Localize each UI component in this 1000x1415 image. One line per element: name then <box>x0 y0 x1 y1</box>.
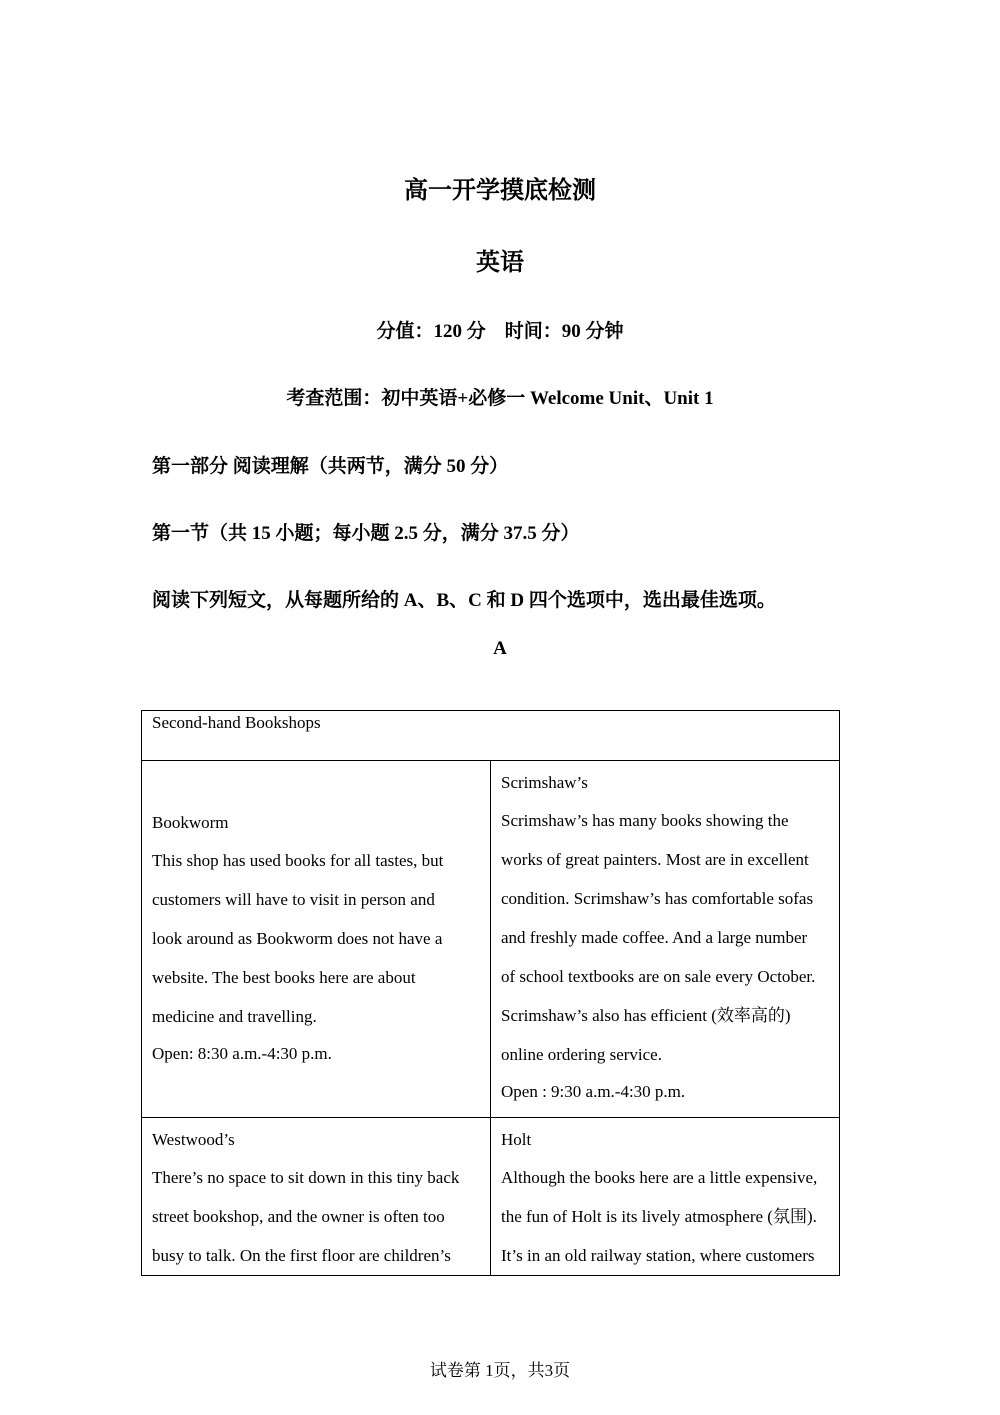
bookshop-description <box>501 801 829 1074</box>
description-line: busy to talk. On the first floor are children’s <box>152 1246 451 1265</box>
description-line: and freshly made coffee. And a large number <box>501 928 808 947</box>
holt-cell <box>491 1118 840 1276</box>
description-line: online ordering service. <box>501 1045 662 1064</box>
part-heading: 第一部分 阅读理解（共两节，满分 50 分） <box>152 456 509 477</box>
table-row <box>142 1118 840 1276</box>
bookshop-name: Holt <box>501 1130 532 1149</box>
description-line: It’s in an old railway station, where customers <box>501 1246 815 1265</box>
description-line: street bookshop, and the owner is often too <box>152 1207 445 1226</box>
subject-title: 英语 <box>476 248 524 276</box>
description-line: medicine and travelling. <box>152 1007 317 1026</box>
description-line: customers will have to visit in person and <box>152 890 435 909</box>
description-line: Although the books here are a little expensive, <box>501 1168 818 1187</box>
bookshop-description <box>501 1158 829 1275</box>
section-heading: 第一节（共 15 小题；每小题 2.5 分，满分 37.5 分） <box>152 523 580 544</box>
westwood-cell <box>142 1118 491 1276</box>
bookshop-name: Bookworm <box>152 813 229 832</box>
score-time-line: 分值：120 分 时间：90 分钟 <box>376 321 624 342</box>
reading-instruction: 阅读下列短文，从每题所给的 A、B、C 和 D 四个选项中，选出最佳选项。 <box>152 590 776 611</box>
description-line: Scrimshaw’s also has efficient (效率高的) <box>501 1006 791 1025</box>
table-heading-row <box>142 711 840 761</box>
bookshop-table <box>141 710 840 1276</box>
description-line: Scrimshaw’s has many books showing the <box>501 811 789 830</box>
description-line: condition. Scrimshaw’s has comfortable sofas <box>501 889 814 908</box>
exam-scope: 考查范围：初中英语+必修一 Welcome Unit、Unit 1 <box>286 388 714 409</box>
description-line: works of great painters. Most are in excellent <box>501 850 809 869</box>
description-line: the fun of Holt is its lively atmosphere (氛围). <box>501 1207 817 1226</box>
description-line: There’s no space to sit down in this tiny back <box>152 1168 460 1187</box>
table-row <box>142 761 840 1118</box>
scrimshaw-cell <box>491 761 840 1118</box>
opening-hours: Open : 9:30 a.m.-4:30 p.m. <box>501 1082 686 1101</box>
bookshop-name: Scrimshaw’s <box>501 773 588 792</box>
exam-title: 高一开学摸底检测 <box>404 176 596 204</box>
passage-letter: A <box>493 638 507 659</box>
description-line: of school textbooks are on sale every October. <box>501 967 816 986</box>
bookworm-cell <box>142 761 491 1118</box>
passage-heading: Second-hand Bookshops <box>142 711 840 761</box>
bookshop-description <box>152 1158 480 1275</box>
description-line: website. The best books here are about <box>152 968 416 987</box>
description-line: look around as Bookworm does not have a <box>152 929 443 948</box>
bookshop-name: Westwood’s <box>152 1130 235 1149</box>
bookshop-description <box>152 841 480 1036</box>
opening-hours: Open: 8:30 a.m.-4:30 p.m. <box>152 1044 332 1063</box>
page-indicator: 试卷第 1页，共3页 <box>429 1361 571 1380</box>
description-line: This shop has used books for all tastes, but <box>152 851 444 870</box>
